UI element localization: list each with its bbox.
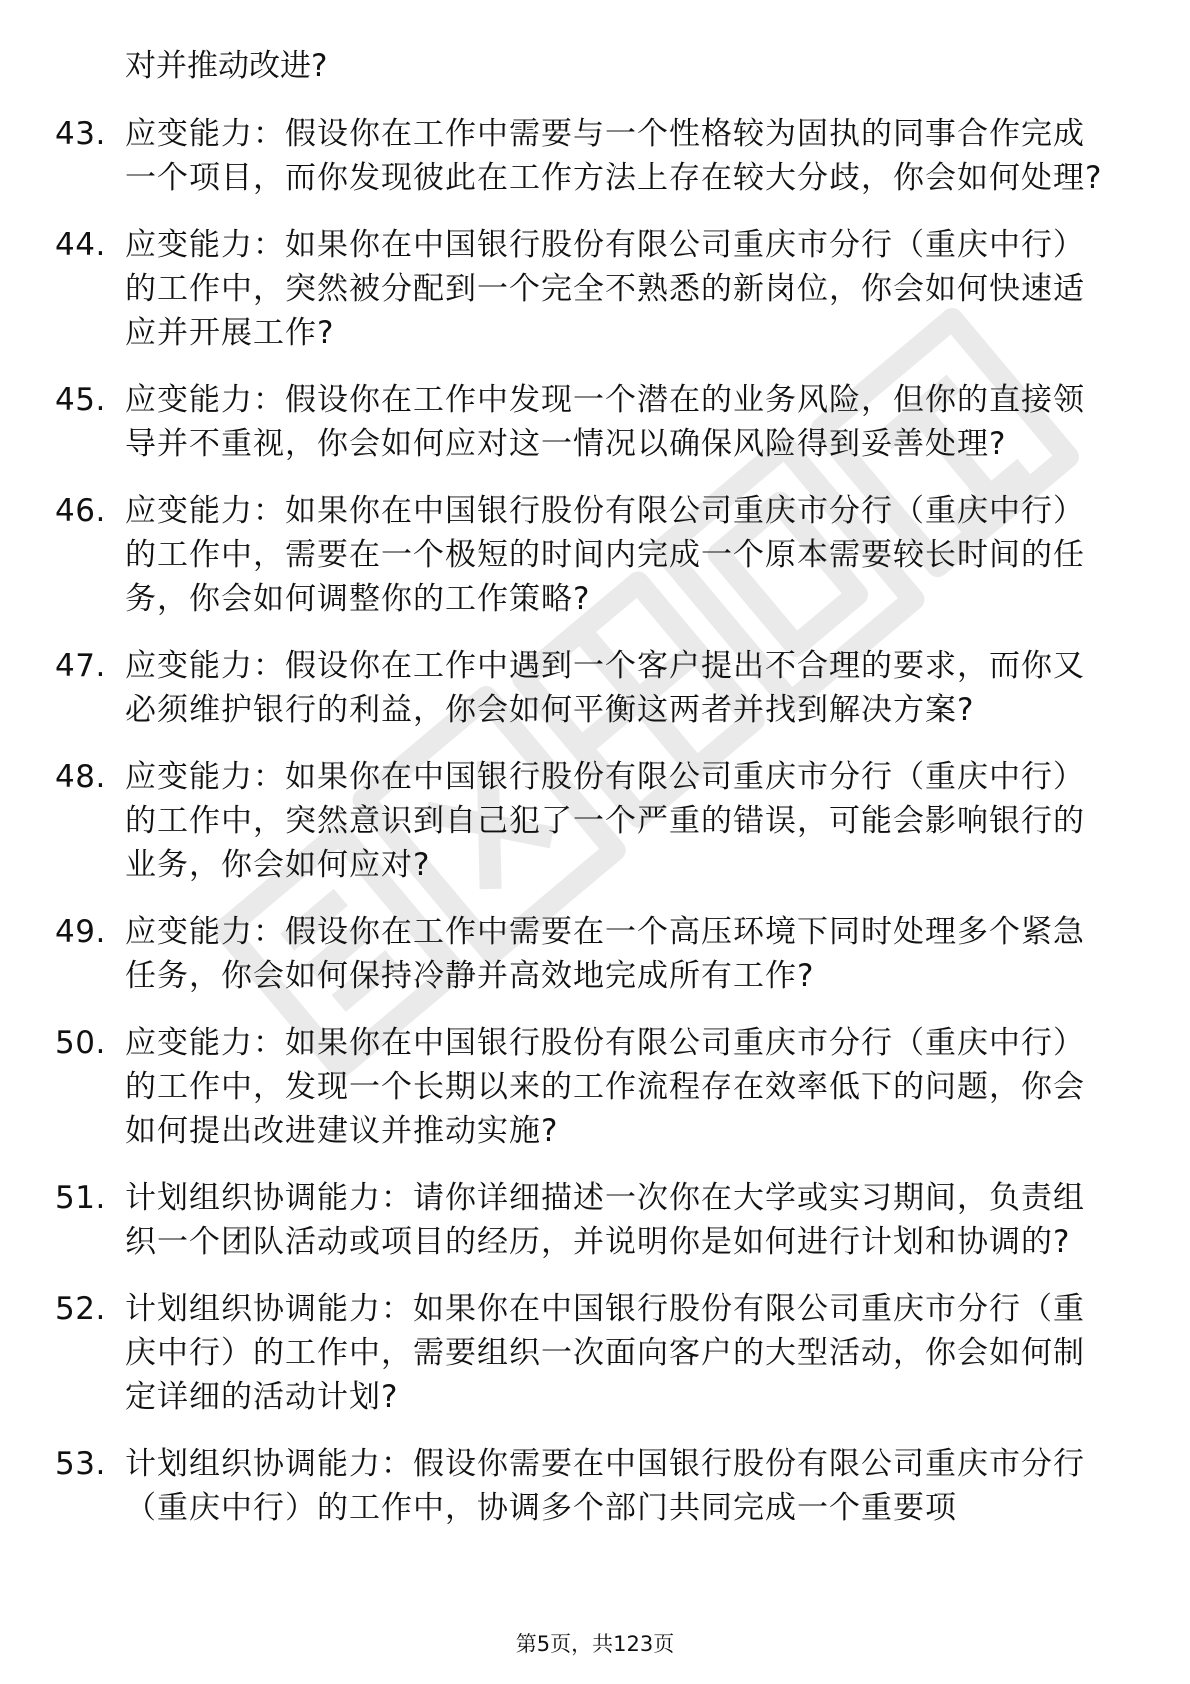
question-text: 应变能力：假设你在工作中发现一个潜在的业务风险，但你的直接领导并不重视，你会如何应对这一情况以确保风险得到妥善处理? bbox=[125, 382, 1085, 462]
question-number: 47. bbox=[55, 648, 106, 684]
continued-text: 对并推动改进? bbox=[125, 48, 328, 84]
question-number: 52. bbox=[55, 1291, 106, 1327]
question-number: 49. bbox=[55, 914, 106, 950]
question-text: 应变能力：如果你在中国银行股份有限公司重庆市分行（重庆中行）的工作中，需要在一个极短的时间内完成一个原本需要较长时间的任务，你会如何调整你的工作策略? bbox=[125, 493, 1085, 617]
question-number: 44. bbox=[55, 227, 106, 263]
question-text: 计划组织协调能力：假设你需要在中国银行股份有限公司重庆市分行（重庆中行）的工作中，协调多个部门共同完成一个重要项 bbox=[125, 1446, 1085, 1526]
question-text: 应变能力：如果你在中国银行股份有限公司重庆市分行（重庆中行）的工作中，突然被分配到一个完全不熟悉的新岗位，你会如何快速适应并开展工作? bbox=[125, 227, 1085, 351]
question-text: 应变能力：假设你在工作中需要在一个高压环境下同时处理多个紧急任务，你会如何保持冷静并高效地完成所有工作? bbox=[125, 914, 1085, 994]
question-text: 计划组织协调能力：请你详细描述一次你在大学或实习期间，负责组织一个团队活动或项目的经历，并说明你是如何进行计划和协调的? bbox=[125, 1180, 1085, 1260]
question-text: 应变能力：假设你在工作中遇到一个客户提出不合理的要求，而你又必须维护银行的利益，你会如何平衡这两者并找到解决方案? bbox=[125, 648, 1085, 728]
question-number: 53. bbox=[55, 1446, 106, 1482]
list-item bbox=[55, 1442, 1115, 1530]
list-item bbox=[55, 378, 1115, 466]
list-item bbox=[55, 489, 1115, 621]
question-number: 51. bbox=[55, 1180, 106, 1216]
list-item bbox=[55, 644, 1115, 732]
question-text: 计划组织协调能力：如果你在中国银行股份有限公司重庆市分行（重庆中行）的工作中，需要组织一次面向客户的大型活动，你会如何制定详细的活动计划? bbox=[125, 1291, 1085, 1415]
list-item bbox=[55, 1176, 1115, 1264]
question-text: 应变能力：假设你在工作中需要与一个性格较为固执的同事合作完成一个项目，而你发现彼此在工作方法上存在较大分歧，你会如何处理? bbox=[125, 116, 1103, 196]
question-number: 48. bbox=[55, 759, 106, 795]
list-item bbox=[55, 1287, 1115, 1419]
question-number: 46. bbox=[55, 493, 106, 529]
question-number: 43. bbox=[55, 116, 106, 152]
question-text: 应变能力：如果你在中国银行股份有限公司重庆市分行（重庆中行）的工作中，突然意识到自己犯了一个严重的错误，可能会影响银行的业务，你会如何应对? bbox=[125, 759, 1085, 883]
list-item bbox=[55, 1021, 1115, 1153]
list-item bbox=[55, 910, 1115, 998]
question-number: 45. bbox=[55, 382, 106, 418]
question-number: 50. bbox=[55, 1025, 106, 1061]
question-list bbox=[55, 44, 1115, 1553]
list-item bbox=[55, 223, 1115, 355]
list-item bbox=[55, 112, 1115, 200]
page-number: 第5页，共123页 bbox=[515, 1632, 675, 1656]
question-text: 应变能力：如果你在中国银行股份有限公司重庆市分行（重庆中行）的工作中，发现一个长期以来的工作流程存在效率低下的问题，你会如何提出改进建议并推动实施? bbox=[125, 1025, 1085, 1149]
list-item bbox=[55, 755, 1115, 887]
